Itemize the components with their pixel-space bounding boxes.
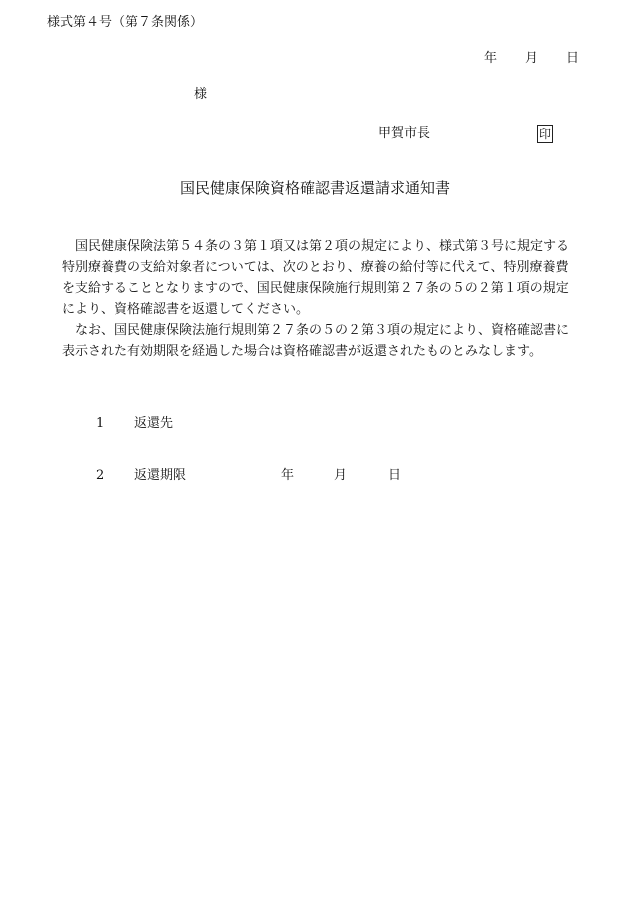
paragraph-2-line-1: なお、国民健康保険法施行規則第２７条の５の２第３項の規定により、資格確認書に [75,323,570,338]
seal-mark: 印 [538,127,551,141]
item-2-month-label: 月 [334,468,348,483]
body-text [62,236,582,362]
item-1-number: 1 [96,416,105,431]
paragraph-2-line-2: 表示された有効期限を経過した場合は資格確認書が返還されたものとみなします。 [62,344,542,359]
paragraph-1-line-4: により、資格確認書を返還してください。 [62,302,310,317]
paragraph-1-line-2: 特別療養費の支給対象者については、次のとおり、療養の給付等に代えて、特別療養費 [62,260,569,275]
paragraph-1-line-3: を支給することとなりますので、国民健康保険施行規則第２７条の５の２第１項の規定 [62,281,569,296]
item-2-day-label: 日 [388,468,402,483]
form-number: 様式第４号（第７条関係） [47,15,204,30]
date-month-label: 月 [525,51,539,66]
date-year-label: 年 [484,51,498,66]
date-day-label: 日 [566,51,580,66]
document-title: 国民健康保険資格確認書返還請求通知書 [179,179,450,197]
item-2-label: 返還期限 [134,468,187,483]
item-2-year-label: 年 [281,468,295,483]
issuer-name: 甲賀市長 [378,126,431,141]
item-1-label: 返還先 [134,416,174,431]
paragraph-1-line-1: 国民健康保険法第５４条の３第１項又は第２項の規定により、様式第３号に規定する [75,239,570,254]
addressee-suffix: 様 [194,87,208,102]
item-2-number: 2 [96,468,105,483]
